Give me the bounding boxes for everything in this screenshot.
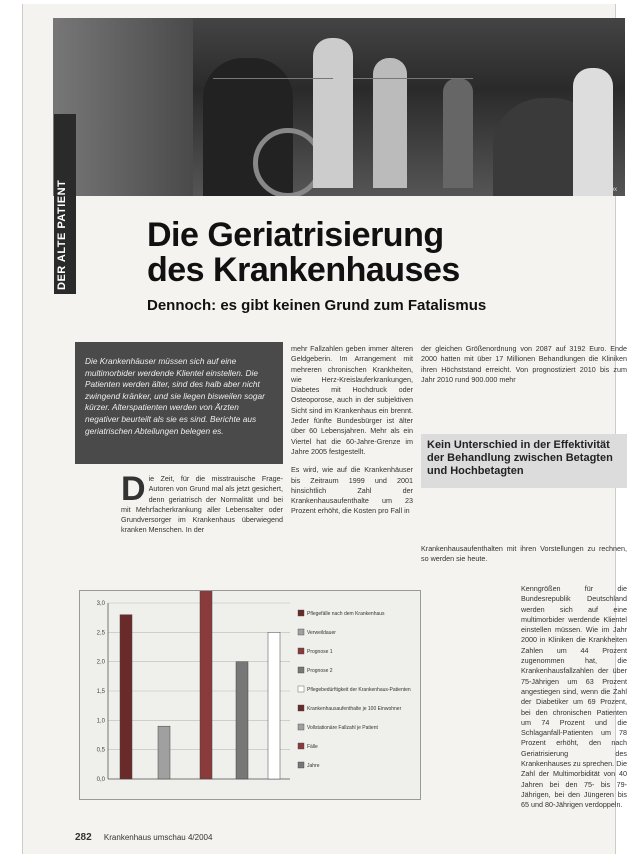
callout-box: Kein Unterschied in der Effektivität der Behandlung zwischen Betagten und Hochbetagten (421, 434, 627, 488)
subheadline: Dennoch: es gibt keinen Grund zum Fatalismus (147, 297, 487, 314)
header-photo (53, 18, 625, 196)
y-tick-label: 3,0 (96, 601, 105, 607)
y-tick-label: 0,0 (96, 777, 105, 783)
legend-entry: Prognose 1 (307, 649, 333, 655)
legend-entry: Pflegefälle nach dem Krankenhaus (307, 611, 385, 617)
bar (120, 615, 132, 779)
photo-credit: Foto: Bilderbox (576, 187, 617, 193)
legend-entry: Fälle (307, 744, 318, 750)
legend-swatch (298, 648, 304, 654)
y-tick-label: 1,5 (96, 689, 105, 695)
legend-entry: Prognose 2 (307, 668, 333, 674)
body-column-2-text: mehr Fallzahlen geben immer älteren Geldgeberin. Im Arrangement mit mehreren chronischen Krankheiten, wie Herz-Kreislauferkrankungen, Diabetes mit Hochdruck oder Osteoporose, auch in der subjektiven Sicht sind im Krankenhaus ein brennt. Jeder fünfte Bundesbürger ist älter über 60 Lebensjahren. Mehr als ein Viertel hat die 60-Jahre-Grenze im Jahre 2005 festgestellt. (291, 344, 413, 456)
page-number: 282 (75, 832, 92, 843)
y-tick-label: 0,5 (96, 747, 105, 754)
body-column-2b-text: Es wird, wie auf die Krankenhäuser bis Zeitraum 1999 und 2001 hinsichtlich Zahl der Krankenhausaufenthalte um 23 Prozent erhöht, die Kosten pro Fall in (291, 465, 413, 516)
legend-entry: Vollstationäre Fallzahl je Patient (307, 725, 378, 731)
section-tag-label: DER ALTE PATIENT (56, 179, 68, 290)
teaser-box: Die Krankenhäuser müssen sich auf eine multimorbider werdende Klientel einstellen. Die Patienten werden älter, sind des halb aber nicht zwingend kränker, und sie liegen bisweilen sogar kürzer. Alterspatienten werden von Ärzten negativer beurteilt als sie es sind. Berichte aus geriatrischen Abteilungen belegen es. (75, 342, 283, 464)
legend-entry: Verweildauer (307, 630, 336, 636)
body-column-2 (291, 344, 413, 517)
legend-swatch (298, 686, 304, 692)
headline-line-2: des Krankenhauses (147, 251, 460, 289)
body-column-1-text: ie Zeit, für die misstrauische Frage-Autoren von Grund mal als jetzt gesichert, denn geriatrisch der Normalität und bei mit Mehrfacherkrankung aller Lebensalter oder Grundversorger im Krankenhaus überwiegend kranken Menschen. In der (121, 474, 283, 535)
y-tick-label: 1,0 (96, 718, 105, 725)
legend-swatch (298, 743, 304, 749)
legend-entry: Krankenhausaufenthalte je 100 Einwohner (307, 706, 402, 712)
bar (158, 726, 170, 779)
body-column-4: Kenngrößen für die Bundesrepublik Deutschland werden sich auf eine multimorbider werdende Klientel einstellen müssen. Wie im Jahr 2000 in Kliniken die Krankheiten Zahlen um 44 Prozent zugenommen hat, die Krankenhausfallzahlen der über 75-Jährigen um 63 Prozent angestiegen sind, wenn die Zahl der Diabetiker um 69 Prozent, bei den chronischen Patienten um 74 Prozent und die Schlaganfall-Patienten um 78 Prozent erhöht, den nach Geriatrisierung des Krankenhauses zu sprechen. Die Zahl der Multimorbidität von 40 Jahren bei den 75- bis 79-Jährigen, bei den Jüngeren bis 65 und 80-Jährigen verdoppeln. (521, 584, 627, 810)
body-column-3b: Krankenhausaufenthalten mit ihren Vorstellungen zu rechnen, so werden sie heute. (421, 544, 627, 564)
body-column-3: der gleichen Größenordnung von 2087 auf 3192 Euro. Ende 2000 hatten mit über 17 Millionen Behandlungen die Kliniken ihren Höchststand erreicht. Von prognostiziert 2010 bis zum Jahr 2010 rund 900.000 mehr (421, 344, 627, 384)
legend-swatch (298, 667, 304, 673)
legend-swatch (298, 629, 304, 635)
legend-swatch (298, 610, 304, 616)
bar (236, 662, 248, 779)
headline (147, 218, 460, 288)
legend-entry: Jahre (307, 763, 320, 769)
bar (268, 632, 280, 779)
y-tick-label: 2,0 (96, 659, 105, 666)
bar (200, 591, 212, 779)
headline-line-1: Die Geriatrisierung (147, 216, 444, 254)
bar-chart (79, 590, 421, 800)
legend-swatch (298, 762, 304, 768)
y-tick-label: 2,5 (96, 630, 105, 637)
drop-cap: D (121, 470, 146, 508)
chart-canvas (80, 591, 420, 799)
legend-entry: Pflegebedürftigkeit der Krankenhaus-Patienten (307, 687, 411, 693)
footer-source: Krankenhaus umschau 4/2004 (103, 833, 213, 842)
legend-swatch (298, 705, 304, 711)
page-footer (75, 832, 212, 843)
legend-swatch (298, 724, 304, 730)
body-column-1 (121, 470, 283, 536)
magazine-page (22, 4, 627, 854)
section-tag (54, 114, 76, 294)
